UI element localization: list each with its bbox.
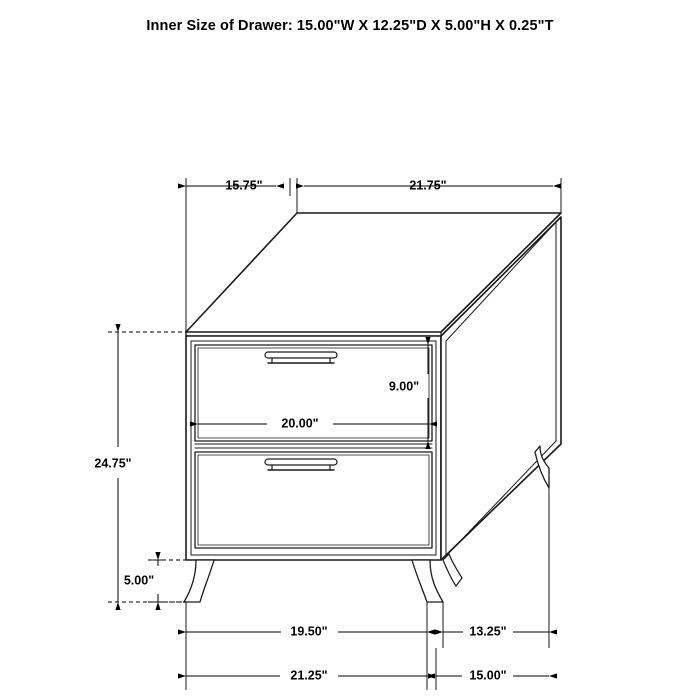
dim-label-drawer-height: 9.00" (388, 379, 420, 394)
dim-label-total-height: 24.75" (94, 456, 132, 471)
nightstand-illustration (184, 213, 561, 602)
dim-label-base-side: 13.25" (469, 624, 507, 639)
dim-label-top-right: 21.75" (409, 178, 447, 193)
page-title: Inner Size of Drawer: 15.00"W X 12.25"D X 5.00"H X 0.25"T (146, 18, 554, 34)
leg-side-right (443, 554, 462, 586)
dim-label-leg-height: 5.00" (123, 573, 155, 588)
leg-front-left (184, 560, 214, 602)
dim-label-base-front: 19.50" (290, 624, 328, 639)
dim-label-drawer-width: 20.00" (281, 416, 319, 431)
dim-label-bottom-depth: 15.00" (469, 668, 507, 683)
dim-label-top-left: 15.75" (225, 178, 263, 193)
dim-label-bottom-width: 21.25" (290, 668, 328, 683)
leg-front-right (412, 560, 443, 602)
